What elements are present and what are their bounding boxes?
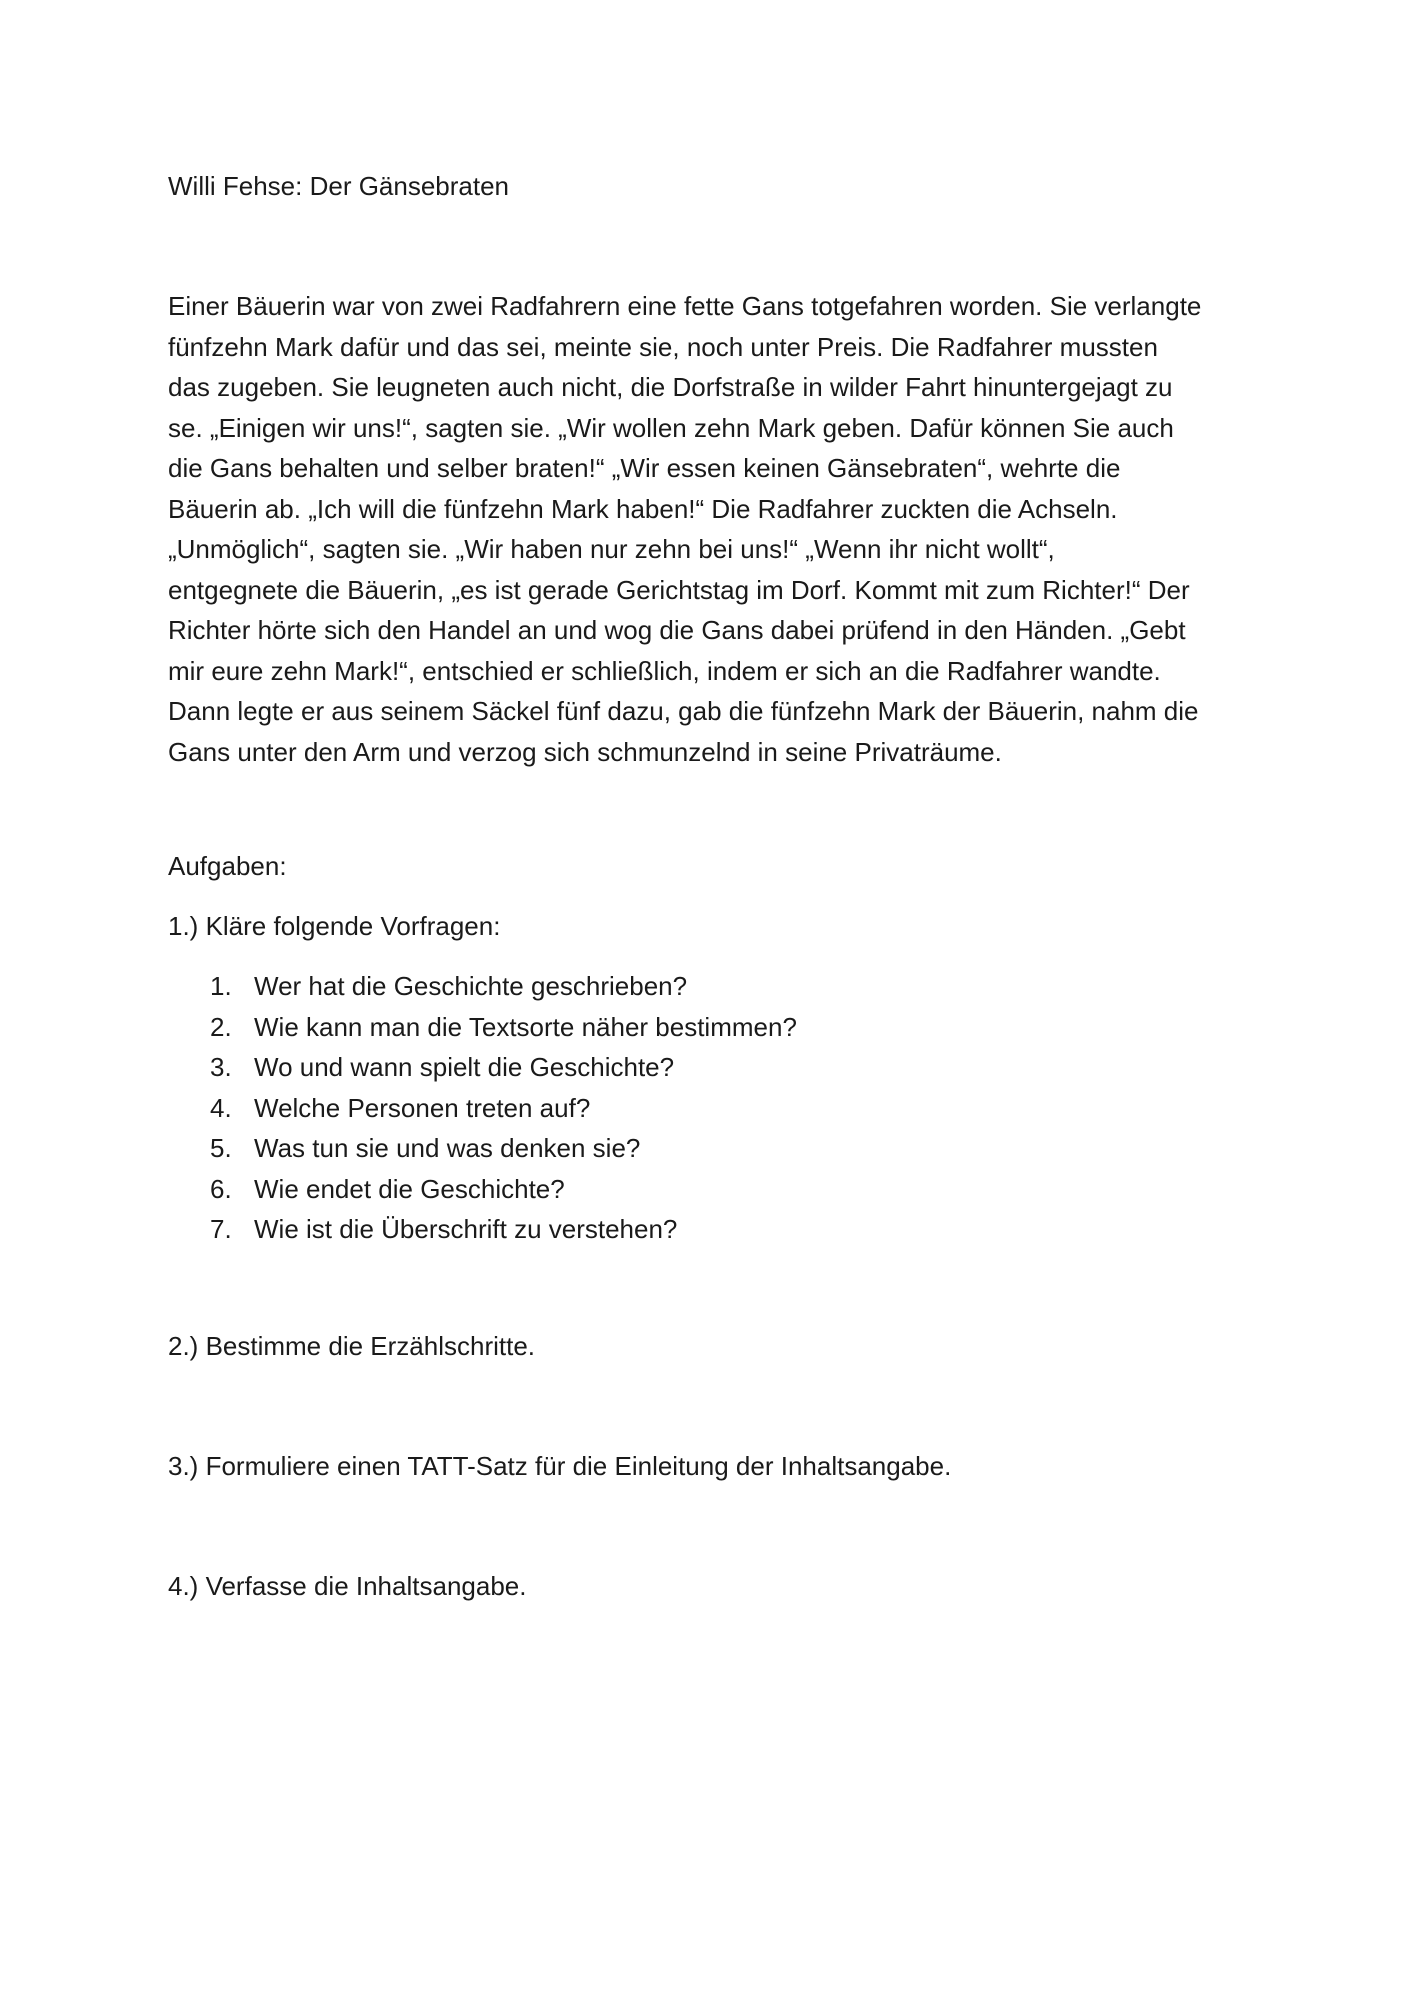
story-line: se. „Einigen wir uns!“, sagten sie. „Wir wollen zehn Mark geben. Dafür können Sie auch [168, 412, 1174, 443]
list-number: 5. [210, 1133, 232, 1163]
question-list [168, 966, 797, 1250]
story-line: entgegnete die Bäuerin, „es ist gerade Gerichtstag im Dorf. Kommt mit zum Richter!“ Der [168, 574, 1190, 605]
story-line: Bäuerin ab. „Ich will die fünfzehn Mark haben!“ Die Radfahrer zuckten die Achseln. [168, 493, 1118, 524]
task-4: 4.) Verfasse die Inhaltsangabe. [168, 1571, 527, 1601]
question-text: Wo und wann spielt die Geschichte? [254, 1052, 675, 1082]
list-item [168, 1128, 797, 1169]
list-number: 1. [210, 971, 232, 1001]
story-line: mir eure zehn Mark!“, entschied er schließlich, indem er sich an die Radfahrer wandte. [168, 655, 1161, 686]
list-item [168, 1088, 797, 1129]
story-line: Dann legte er aus seinem Säckel fünf dazu, gab die fünfzehn Mark der Bäuerin, nahm die [168, 696, 1199, 726]
question-text: Wie endet die Geschichte? [254, 1173, 565, 1204]
question-text: Wer hat die Geschichte geschrieben? [254, 971, 688, 1001]
list-number: 6. [210, 1173, 232, 1204]
question-text: Wie ist die Überschrift zu verstehen? [254, 1214, 678, 1244]
tasks-heading: Aufgaben: [168, 851, 287, 881]
list-number: 4. [210, 1092, 232, 1123]
list-number: 3. [210, 1052, 232, 1082]
list-item [168, 1169, 797, 1210]
task-3: 3.) Formuliere einen TATT-Satz für die Einleitung der Inhaltsangabe. [168, 1451, 952, 1481]
list-item [168, 966, 797, 1007]
task-1: 1.) Kläre folgende Vorfragen: [168, 911, 501, 941]
list-item [168, 1047, 797, 1088]
story-line: die Gans behalten und selber braten!“ „Wir essen keinen Gänsebraten“, wehrte die [168, 453, 1121, 483]
list-item [168, 1209, 797, 1250]
list-number: 2. [210, 1011, 232, 1042]
question-text: Was tun sie und was denken sie? [254, 1133, 641, 1163]
list-number: 7. [210, 1214, 232, 1244]
story-line: fünfzehn Mark dafür und das sei, meinte sie, noch unter Preis. Die Radfahrer mussten [168, 331, 1158, 362]
task-2: 2.) Bestimme die Erzählschritte. [168, 1331, 536, 1361]
story-line: Einer Bäuerin war von zwei Radfahrern eine fette Gans totgefahren worden. Sie verlangte [168, 291, 1202, 321]
story-line: „Unmöglich“, sagten sie. „Wir haben nur zehn bei uns!“ „Wenn ihr nicht wollt“, [168, 534, 1055, 564]
story-line: Gans unter den Arm und verzog sich schmunzelnd in seine Privaträume. [168, 736, 1002, 767]
story-line: Richter hörte sich den Handel an und wog die Gans dabei prüfend in den Händen. „Gebt [168, 615, 1186, 645]
document-title: Willi Fehse: Der Gänsebraten [168, 171, 510, 201]
question-text: Wie kann man die Textsorte näher bestimmen? [254, 1011, 797, 1042]
story-paragraph [168, 286, 1258, 772]
list-item [168, 1007, 797, 1048]
question-text: Welche Personen treten auf? [254, 1092, 591, 1123]
story-line: das zugeben. Sie leugneten auch nicht, die Dorfstraße in wilder Fahrt hinuntergejagt zu [168, 372, 1173, 402]
